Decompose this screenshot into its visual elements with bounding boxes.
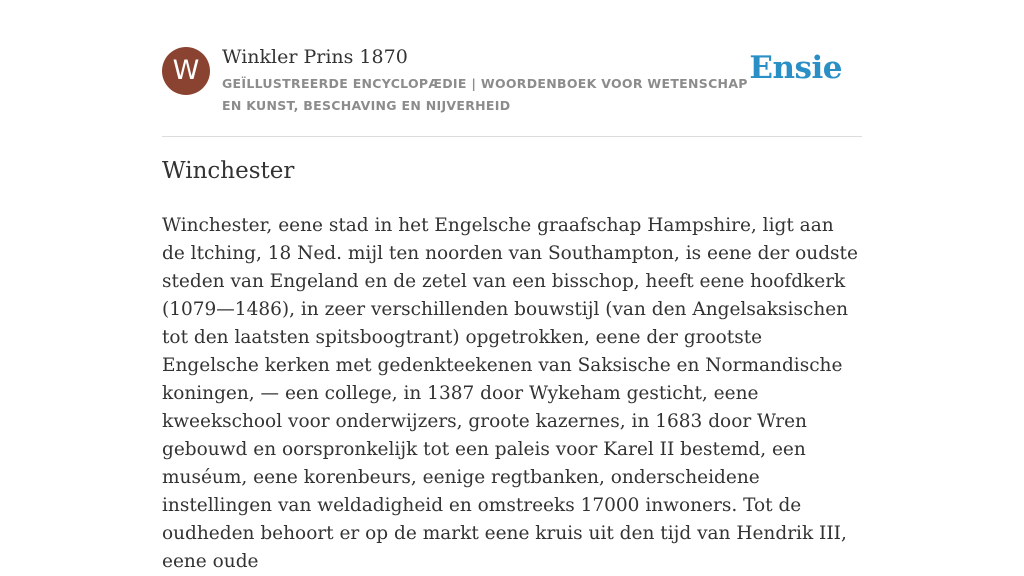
source-subtitle: GEÏLLUSTREERDE ENCYCLOPÆDIE | WOORDENBOEK VOOR WETENSCHAP EN KUNST, BESCHAVING EN NIJVERHEID [222,76,748,113]
source-avatar: W [162,47,210,95]
source-header [162,44,862,137]
article-body: Winchester, eene stad in het Engelsche graafschap Hampshire, ligt aan de ltching, 18 Ned. mijl ten noorden van Southampton, is eene der oudste steden van Engeland en de zetel van een bisschop, heeft eene hoofdkerk (1079—1486), in zeer verschillenden bouwstijl (van den Angelsaksischen tot den laatsten spitsboogtrant) opgetrokken, eene der grootste Engelsche kerken met gedenkteekenen van Saksische en Normandische koningen, — een college, in 1387 door Wykeham gesticht, eene kweekschool voor onderwijzers, groote kazernes, in 1683 door Wren gebouwd en oorspronkelijk tot een paleis voor Karel II bestemd, een muséum, eene korenbeurs, eenige regtbanken, onderscheidene instellingen van weldadigheid en omstreeks 17000 inwoners. Tot de oudheden behoort er op de markt eene kruis uit den tijd van Hendrik III, eene oude [162,215,858,572]
ensie-logo[interactable]: Ensie [749,50,842,86]
source-title[interactable]: Winkler Prins 1870 [222,46,408,68]
article-title: Winchester [162,158,295,184]
